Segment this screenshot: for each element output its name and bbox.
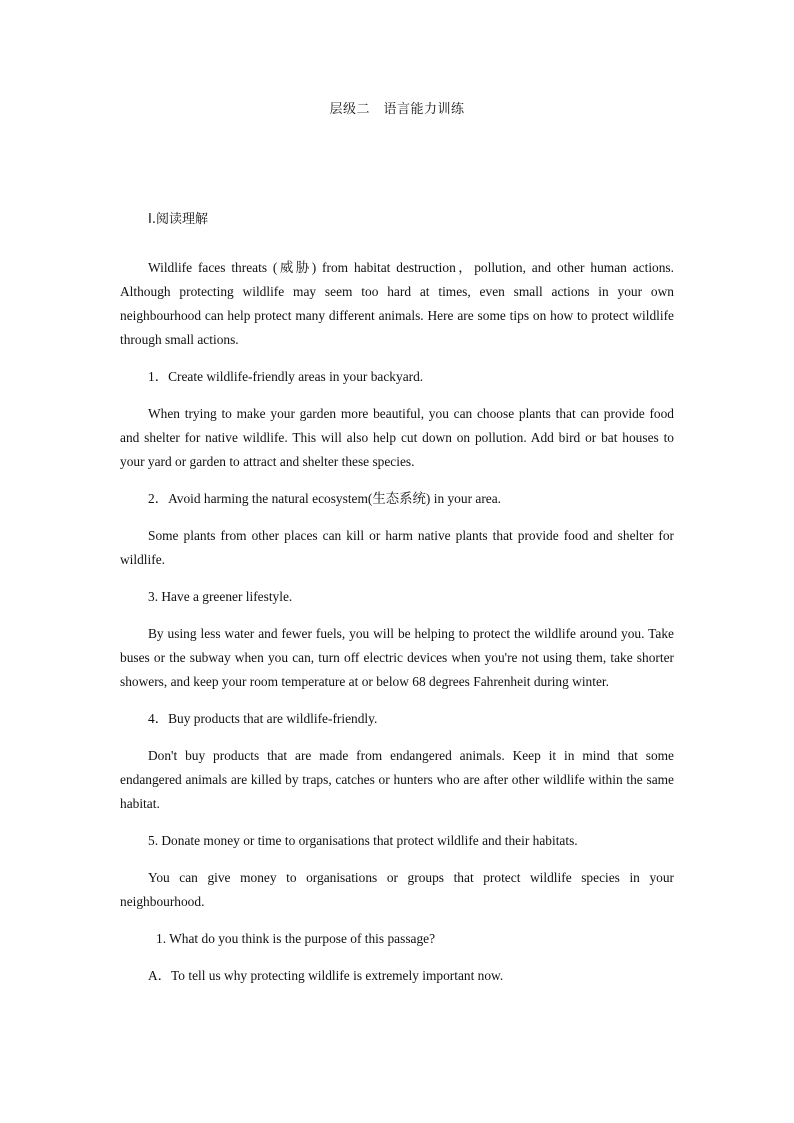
tip-4-body: Don't buy products that are made from endangered animals. Keep it in mind that some endangered animals are killed by traps, catches or hunters who are after other wildlife within the same habitat. xyxy=(120,748,674,811)
tip-1-body: When trying to make your garden more beautiful, you can choose plants that can provide food and shelter for native wildlife. This will also help cut down on pollution. Add bird or bat houses to your yard or garden to attract and shelter these species. xyxy=(120,406,674,469)
tip-4-heading: 4．Buy products that are wildlife-friendly. xyxy=(148,711,378,726)
page-title: 层级二 语言能力训练 xyxy=(329,102,465,117)
tip-5-heading: 5. Donate money or time to organisations that protect wildlife and their habitats. xyxy=(148,833,578,848)
question-1-stem: 1. What do you think is the purpose of this passage? xyxy=(156,931,436,946)
passage-content xyxy=(120,208,674,1001)
intro-paragraph: Wildlife faces threats (威胁) from habitat destruction，pollution, and other human actions. Although protecting wildlife may seem too hard at times, even small actions in your own neighbourhood can help protect many different animals. Here are some tips on how to protect wildlife through small actions. xyxy=(120,260,674,347)
tip-3-heading: 3. Have a greener lifestyle. xyxy=(148,589,293,604)
tip-3-body: By using less water and fewer fuels, you will be helping to protect the wildlife around you. Take buses or the subway when you can, turn off electric devices when you're not using them, take shorter showers, and keep your room temperature at or below 68 degrees Fahrenheit during winter. xyxy=(120,626,674,689)
tip-2-heading: 2．Avoid harming the natural ecosystem(生态系统) in your area. xyxy=(148,491,502,506)
tip-1-heading: 1．Create wildlife-friendly areas in your backyard. xyxy=(148,369,424,384)
tip-5-body: You can give money to organisations or groups that protect wildlife species in your neighbourhood. xyxy=(120,870,674,909)
tip-2-body: Some plants from other places can kill or harm native plants that provide food and shelter for wildlife. xyxy=(120,528,674,567)
question-1-option-a: A．To tell us why protecting wildlife is extremely important now. xyxy=(148,968,504,983)
section-heading: Ⅰ.阅读理解 xyxy=(148,212,208,227)
